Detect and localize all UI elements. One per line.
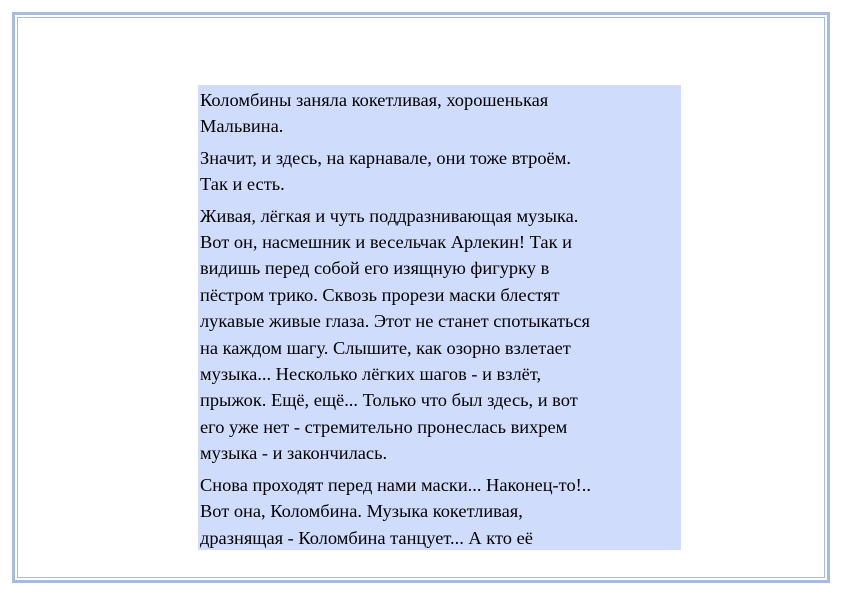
text-box	[198, 85, 681, 550]
text-line: пёстром трико. Сквозь прорези маски блестят	[200, 284, 560, 305]
paragraph-3	[200, 203, 679, 467]
text-line: музыка - и закончилась.	[200, 443, 388, 464]
text-line: его уже нет - стремительно пронеслась вихрем	[200, 416, 568, 437]
paragraph-2	[200, 145, 679, 198]
text-line: Так и есть.	[200, 174, 285, 195]
paragraph-4	[200, 472, 679, 550]
text-line: Живая, лёгкая и чуть поддразнивающая музыка.	[200, 205, 579, 226]
text-line: Вот она, Коломбина. Музыка кокетливая,	[200, 501, 523, 522]
text-line: Вот он, насмешник и весельчак Арлекин! Так и	[200, 232, 572, 253]
text-line: прыжок. Ещё, ещё... Только что был здесь, и вот	[200, 390, 578, 411]
text-line: Коломбины заняла кокетливая, хорошенькая	[200, 90, 549, 110]
text-line: лукавые живые глаза. Этот не станет спотыкаться	[200, 311, 591, 332]
text-line: Мальвина.	[200, 116, 284, 137]
text-line: дразнящая - Коломбина танцует... А кто её	[200, 527, 533, 548]
paragraph-1	[200, 87, 679, 140]
text-line: музыка... Несколько лёгких шагов - и взлёт,	[200, 364, 542, 385]
text-line: видишь перед собой его изящную фигурку в	[200, 258, 550, 279]
text-line: Снова проходят перед нами маски... Наконец-то!..	[200, 474, 591, 495]
text-line: Значит, и здесь, на карнавале, они тоже втроём.	[200, 147, 571, 168]
text-line: на каждом шагу. Слышите, как озорно взлетает	[200, 337, 571, 358]
